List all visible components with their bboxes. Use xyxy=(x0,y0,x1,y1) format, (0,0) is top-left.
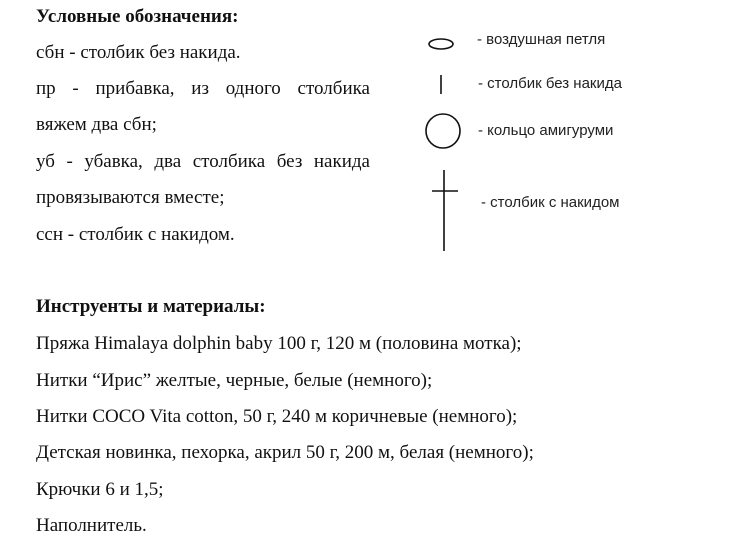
materials-item: Нитки COCO Vita cotton, 50 г, 240 м коричневые (немного); xyxy=(36,406,518,427)
materials-item: Детская новинка, пехорка, акрил 50 г, 200 м, белая (немного); xyxy=(36,442,534,463)
symbol-label-dc: - столбик с накидом xyxy=(481,194,620,211)
symbol-label-chain: - воздушная петля xyxy=(477,31,606,48)
materials-item: Пряжа Himalaya dolphin baby 100 г, 120 м (половина мотка); xyxy=(36,333,522,354)
symbol-label-ring: - кольцо амигуруми xyxy=(478,122,614,139)
materials-item: Наполнитель. xyxy=(36,515,147,536)
chain-stitch-oval-icon xyxy=(429,39,453,49)
legend-line-ub-cont: провязываются вместе; xyxy=(36,187,225,208)
materials-item: Крючки 6 и 1,5; xyxy=(36,479,164,500)
legend-line-pr: пр - прибавка, из одного столбика xyxy=(36,78,370,99)
legend-line-ssn: ссн - столбик с накидом. xyxy=(36,224,235,245)
symbol-label-sc: - столбик без накида xyxy=(478,75,622,92)
legend-title: Условные обозначения: xyxy=(36,6,239,27)
materials-item: Нитки “Ирис” желтые, черные, белые (немного); xyxy=(36,370,433,391)
magic-ring-circle-icon xyxy=(426,114,460,148)
legend-line-ub: уб - убавка, два столбика без накида xyxy=(36,151,370,172)
legend-line-pr-cont: вяжем два сбн; xyxy=(36,114,157,135)
double-crochet-cross-icon xyxy=(432,170,458,251)
materials-title: Инструенты и материалы: xyxy=(36,296,266,317)
legend-line-sbn: сбн - столбик без накида. xyxy=(36,42,241,63)
